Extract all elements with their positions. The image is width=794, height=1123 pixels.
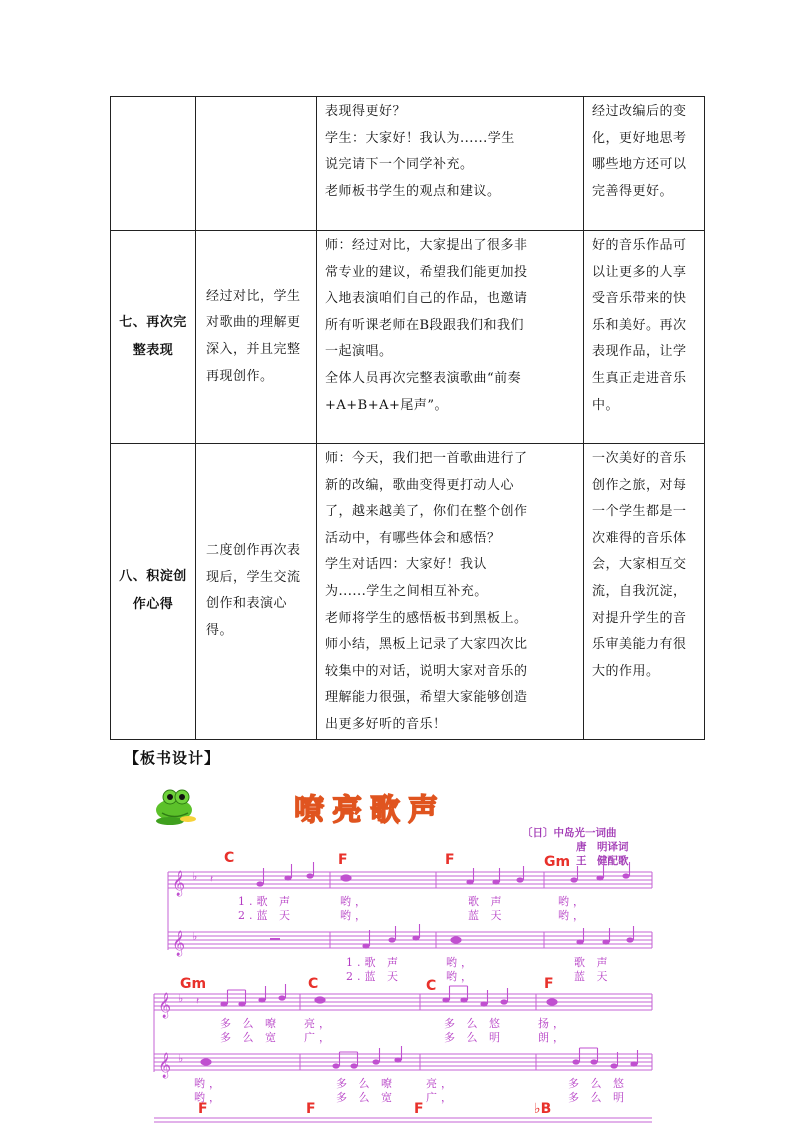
- staff: [168, 872, 652, 888]
- lesson-plan-table: [110, 96, 705, 740]
- lyric: 多 么 悠: [568, 1077, 628, 1090]
- score-system-2: [154, 976, 652, 1104]
- lyric: 多 么 宽: [336, 1091, 396, 1104]
- goal-cell: 经过对比，学生对歌曲的理解更深入，并且完整再现创作。: [196, 231, 317, 444]
- lyric: 哟，: [558, 895, 588, 908]
- board-design-heading: 【板书设计】: [124, 749, 221, 767]
- table-row: [111, 97, 705, 231]
- process-cell: [317, 97, 584, 231]
- svg-text:𝄞: 𝄞: [172, 871, 186, 896]
- process-line: 理解能力很强，希望大家能够创造: [325, 690, 528, 706]
- svg-text:𝄞: 𝄞: [158, 993, 172, 1018]
- table-row: [111, 444, 705, 740]
- lyric: 哟，: [194, 1091, 224, 1104]
- process-line: 入地表演咱们自己的作品，也邀请: [325, 291, 528, 307]
- process-line: 出更多好听的音乐！: [325, 716, 447, 732]
- lyric: 哟，: [340, 909, 370, 922]
- lyric: 2.蓝 天: [238, 909, 294, 922]
- process-line: 为......学生之间相互补充。: [325, 583, 488, 599]
- lyric: 哟，: [194, 1077, 224, 1090]
- lyric: 多 么 嘹: [220, 1017, 280, 1030]
- chord-label: F: [306, 1101, 316, 1117]
- score-system-1: [168, 850, 652, 983]
- table-row: [111, 231, 705, 444]
- lyric: 歌 声: [574, 956, 612, 969]
- notes: [220, 984, 557, 1007]
- process-line: 常专业的建议，希望我们能更加投: [325, 264, 528, 280]
- notes: [256, 862, 629, 887]
- svg-text:𝄽: 𝄽: [210, 874, 214, 885]
- score-credit: 〔日〕中岛光一词曲: [522, 827, 617, 839]
- lyric: 广，: [304, 1031, 334, 1044]
- process-cell: [317, 444, 584, 740]
- svg-text:♭: ♭: [178, 992, 184, 1005]
- lyric: 多 么 宽: [220, 1031, 280, 1044]
- lyric: 亮，: [426, 1077, 456, 1090]
- lyric: 扬，: [538, 1017, 568, 1030]
- lyric: 2.蓝 天: [346, 970, 402, 983]
- chord-label: F: [198, 1101, 208, 1117]
- lyric: 亮，: [304, 1017, 334, 1030]
- chord-label: F: [338, 852, 348, 868]
- lyric: 多 么 悠: [444, 1017, 504, 1030]
- lyric: 多 么 明: [444, 1031, 504, 1044]
- process-cell: [317, 231, 584, 444]
- lyric: 哟，: [446, 970, 476, 983]
- chord-label: C: [308, 976, 319, 992]
- process-line: 表现得更好？: [325, 104, 407, 119]
- process-line: 一起演唱。: [325, 344, 393, 360]
- chord-label: F: [445, 852, 455, 868]
- chord-label: Gm: [180, 976, 207, 992]
- score-credit: 王 健配歌: [576, 855, 629, 867]
- svg-text:♭: ♭: [192, 870, 198, 883]
- process-line: 全体人员再次完整表演歌曲“前奏: [325, 370, 522, 386]
- chord-label: C: [426, 978, 437, 994]
- process-line: 较集中的对话，说明大家对音乐的: [325, 663, 528, 679]
- chord-label: Gm: [544, 854, 571, 870]
- note-cell: 好的音乐作品可以让更多的人享受音乐带来的快乐和美好。再次表现作品，让学生真正走进音乐中。: [584, 231, 705, 444]
- process-line: 师：今天，我们把一首歌曲进行了: [325, 451, 528, 466]
- svg-text:♭: ♭: [192, 930, 198, 943]
- frog-mascot-icon: [156, 790, 196, 825]
- lyric: 1.歌 声: [346, 956, 402, 969]
- goal-cell: 二度创作再次表现后，学生交流创作和表演心得。: [196, 444, 317, 740]
- step-cell: 八、积淀创作心得: [111, 444, 196, 740]
- process-line: 说完请下一个同学补充。: [325, 157, 474, 173]
- process-line: 老师板书学生的观点和建议。: [325, 183, 501, 199]
- process-line: 所有听课老师在B段跟我们和我们: [325, 317, 525, 333]
- svg-text:𝄞: 𝄞: [158, 1053, 172, 1078]
- lyric: 哟，: [558, 909, 588, 922]
- process-line: 学生：大家好！我认为......学生: [325, 130, 515, 146]
- chord-label: F: [414, 1101, 424, 1117]
- score-system-3: [154, 1101, 652, 1122]
- song-title: 嘹亮歌声: [294, 793, 446, 828]
- staff: [154, 1118, 652, 1122]
- song-score-image: [140, 780, 670, 1123]
- chord-label: F: [544, 976, 554, 992]
- lyric: 1.歌 声: [238, 895, 294, 908]
- lyric: 哟，: [340, 895, 370, 908]
- step-cell: [111, 97, 196, 231]
- lyric: 多 么 明: [568, 1091, 628, 1104]
- svg-text:♭: ♭: [178, 1052, 184, 1065]
- svg-text:𝄽: 𝄽: [196, 996, 200, 1007]
- chord-label: C: [224, 850, 235, 866]
- lyric: 广，: [426, 1091, 456, 1104]
- notes: [201, 1046, 638, 1069]
- process-line: 师：经过对比，大家提出了很多非: [325, 238, 528, 253]
- chord-label: ♭B: [534, 1101, 552, 1117]
- lyric: 蓝 天: [468, 909, 506, 922]
- lyric: 哟，: [446, 956, 476, 969]
- goal-cell: [196, 97, 317, 231]
- process-line: 活动中，有哪些体会和感悟？: [325, 530, 501, 546]
- process-line: 老师将学生的感悟板书到黑板上。: [325, 610, 528, 626]
- note-cell: 经过改编后的变化，更好地思考哪些地方还可以完善得更好。: [584, 97, 705, 231]
- lyric: 蓝 天: [574, 970, 612, 983]
- staff: [154, 994, 652, 1010]
- process-line: 师小结，黑板上记录了大家四次比: [325, 637, 528, 653]
- step-cell: 七、再次完整表现: [111, 231, 196, 444]
- svg-text:𝄞: 𝄞: [172, 931, 186, 956]
- lyric: 朗，: [538, 1031, 568, 1044]
- score-credit: 唐 明译词: [576, 841, 629, 853]
- process-line: 新的改编，歌曲变得更打动人心: [325, 477, 515, 493]
- lyric: 歌 声: [468, 895, 506, 908]
- note-cell: 一次美好的音乐创作之旅，对每一个学生都是一次难得的音乐体会，大家相互交流，自我沉淀，对提升学生的音乐审美能力有很大的作用。: [584, 444, 705, 740]
- lyric: 多 么 嘹: [336, 1077, 396, 1090]
- process-line: 了，越来越美了，你们在整个创作: [325, 504, 528, 520]
- process-line: 学生对话四：大家好！我认: [325, 557, 488, 573]
- process-line: +A+B+A+尾声”。: [325, 397, 449, 413]
